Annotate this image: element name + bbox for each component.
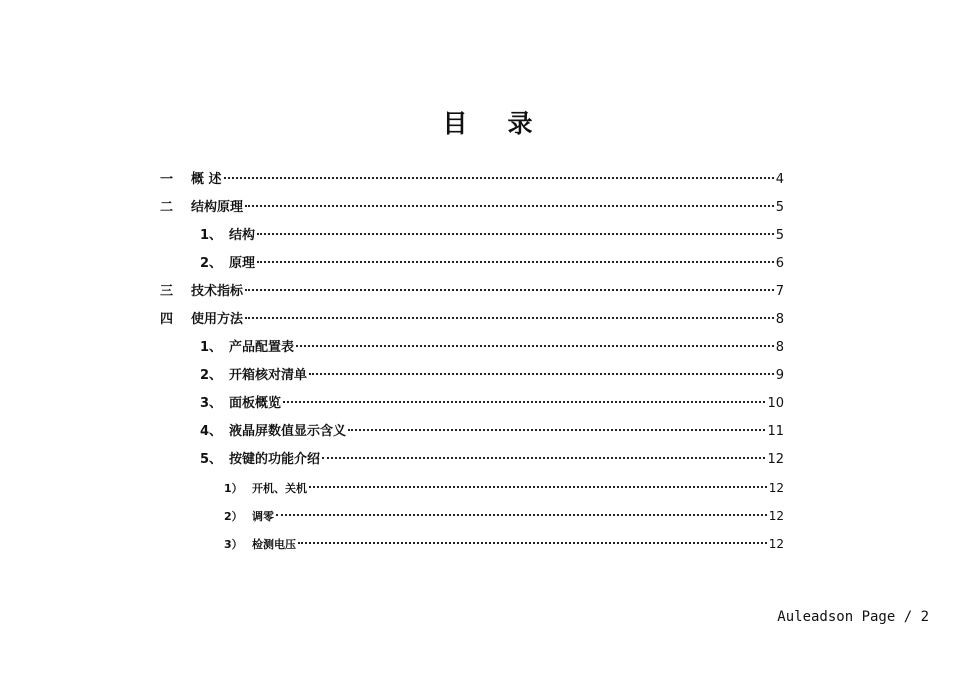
page-footer: Auleadson Page / 2 — [777, 609, 929, 625]
toc-dot-leader — [298, 541, 767, 544]
toc-dot-leader — [296, 344, 774, 347]
toc-entry-lcd-meaning[interactable] — [160, 418, 784, 446]
toc-entry-label: 结构 — [229, 228, 256, 243]
toc-dot-leader — [245, 316, 774, 319]
toc-entry-number: 5、 — [200, 452, 223, 467]
toc-page-number: 9 — [775, 368, 784, 383]
toc-entry-label: 开箱核对清单 — [229, 368, 308, 383]
toc-entry-number: 三 — [160, 284, 174, 299]
toc-entry-config-table[interactable] — [160, 334, 784, 362]
toc-page-number: 12 — [768, 537, 784, 551]
toc-entry-number: 一 — [160, 172, 174, 187]
toc-entry-label: 液晶屏数值显示含义 — [229, 424, 347, 439]
toc-dot-leader — [309, 372, 774, 375]
toc-dot-leader — [283, 400, 765, 403]
toc-entry-overview[interactable] — [160, 166, 784, 194]
toc-entry-panel-overview[interactable] — [160, 390, 784, 418]
toc-entry-number: 3） — [224, 538, 243, 551]
toc-entry-number: 二 — [160, 200, 174, 215]
toc-dot-leader — [257, 260, 774, 263]
toc-entry-number: 4、 — [200, 424, 223, 439]
table-of-contents — [160, 166, 784, 558]
toc-page-number: 11 — [767, 424, 784, 439]
toc-entry-label: 产品配置表 — [229, 340, 295, 355]
toc-entry-number: 3、 — [200, 396, 223, 411]
toc-entry-voltage-test[interactable] — [160, 530, 784, 558]
toc-entry-number: 1、 — [200, 340, 223, 355]
page-title — [0, 104, 975, 140]
toc-dot-leader — [224, 176, 774, 179]
toc-entry-unboxing-checklist[interactable] — [160, 362, 784, 390]
toc-dot-leader — [322, 456, 765, 459]
toc-dot-leader — [348, 428, 765, 431]
toc-entry-usage[interactable] — [160, 306, 784, 334]
toc-page-number: 12 — [767, 452, 784, 467]
toc-entry-label: 调零 — [252, 510, 274, 523]
toc-page-number: 7 — [775, 284, 784, 299]
toc-entry-number: 四 — [160, 312, 174, 327]
toc-entry-label: 按键的功能介绍 — [229, 452, 321, 467]
toc-dot-leader — [276, 513, 767, 516]
toc-entry-specs[interactable] — [160, 278, 784, 306]
toc-entry-label: 使用方法 — [191, 312, 244, 327]
toc-entry-label: 概 述 — [191, 172, 222, 187]
toc-dot-leader — [245, 204, 774, 207]
toc-entry-power-on-off[interactable] — [160, 474, 784, 502]
toc-page-number: 6 — [775, 256, 784, 271]
toc-entry-key-functions[interactable] — [160, 446, 784, 474]
toc-entry-zeroing[interactable] — [160, 502, 784, 530]
toc-entry-label: 面板概览 — [229, 396, 282, 411]
toc-page-number: 5 — [775, 228, 784, 243]
toc-dot-leader — [245, 288, 774, 291]
toc-entry-structure-principle[interactable] — [160, 194, 784, 222]
toc-entry-label: 原理 — [229, 256, 256, 271]
toc-page-number: 4 — [775, 172, 784, 187]
toc-entry-label: 开机、关机 — [252, 482, 307, 495]
toc-entry-label: 检测电压 — [252, 538, 296, 551]
title-char-1: 目 — [442, 109, 468, 138]
toc-entry-structure[interactable] — [160, 222, 784, 250]
toc-entry-number: 1） — [224, 482, 243, 495]
toc-entry-label: 技术指标 — [191, 284, 244, 299]
toc-page-number: 12 — [768, 481, 784, 495]
title-char-2: 录 — [507, 109, 533, 138]
toc-page-number: 12 — [768, 509, 784, 523]
toc-entry-number: 1、 — [200, 228, 223, 243]
toc-entry-label: 结构原理 — [191, 200, 244, 215]
toc-page-number: 5 — [775, 200, 784, 215]
toc-entry-number: 2、 — [200, 368, 223, 383]
toc-page-number: 10 — [767, 396, 784, 411]
toc-entry-number: 2、 — [200, 256, 223, 271]
toc-dot-leader — [309, 485, 767, 488]
toc-page-number: 8 — [775, 340, 784, 355]
toc-page-number: 8 — [775, 312, 784, 327]
toc-entry-number: 2） — [224, 510, 243, 523]
toc-entry-principle[interactable] — [160, 250, 784, 278]
toc-dot-leader — [257, 232, 774, 235]
